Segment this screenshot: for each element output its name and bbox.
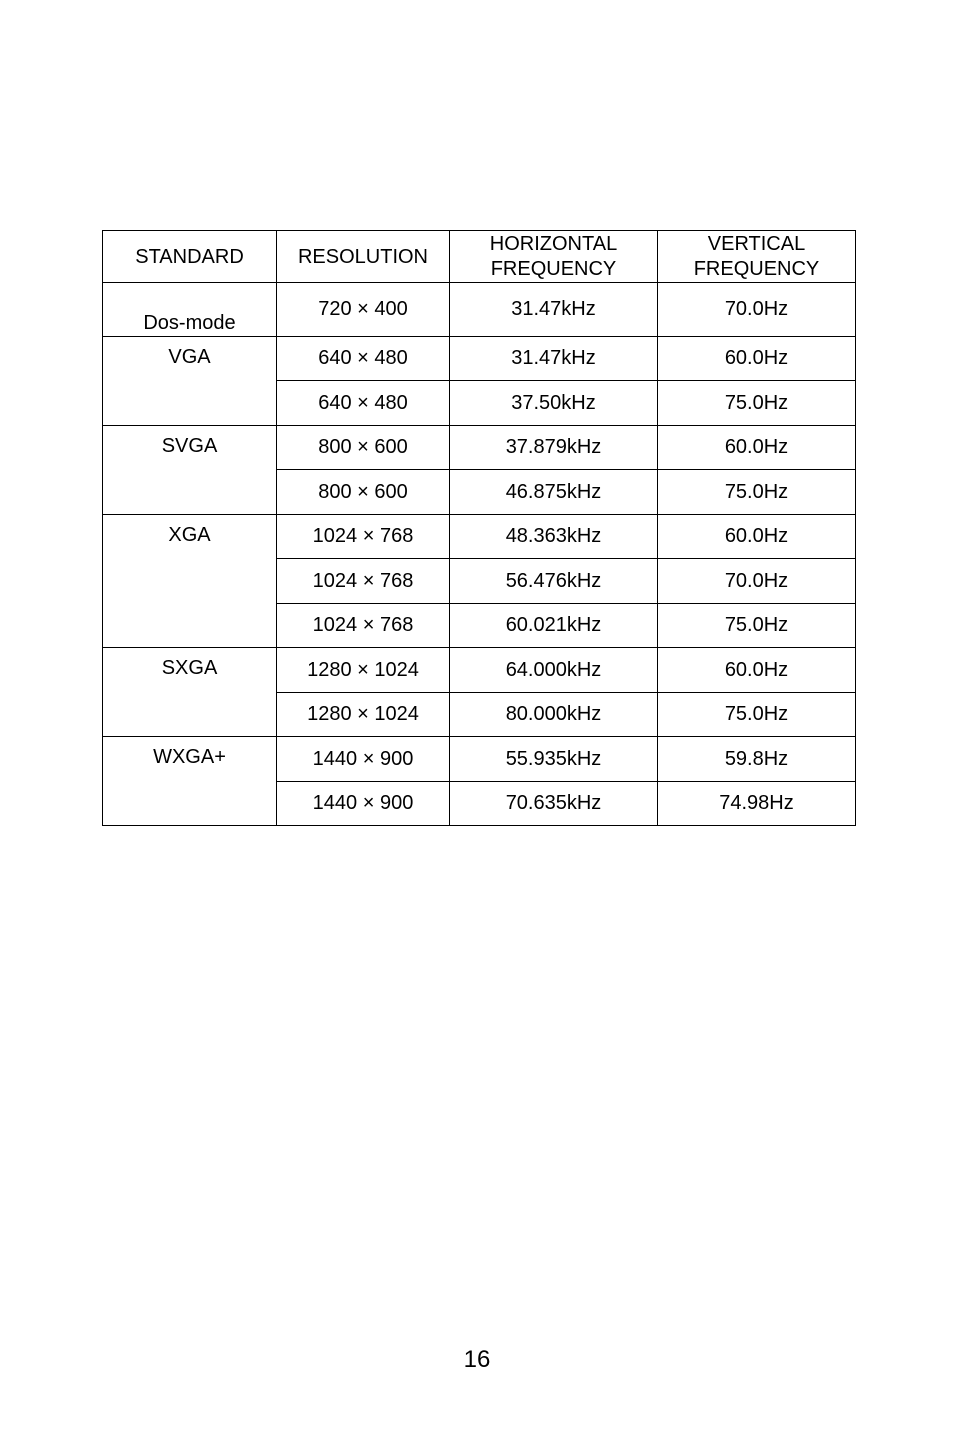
cell-horizontal: 48.363kHz bbox=[450, 514, 658, 559]
header-vertical-frequency bbox=[658, 231, 856, 283]
cell-resolution: 720 × 400 bbox=[277, 283, 450, 337]
cell-resolution: 800 × 600 bbox=[277, 470, 450, 515]
header-row bbox=[103, 231, 856, 283]
table-row bbox=[103, 283, 856, 337]
header-vertical-line1: VERTICAL bbox=[707, 232, 806, 255]
cell-vertical: 74.98Hz bbox=[658, 781, 856, 826]
cell-resolution: 1440 × 900 bbox=[277, 737, 450, 782]
page-number: 16 bbox=[463, 1346, 491, 1373]
header-standard: STANDARD bbox=[103, 231, 277, 283]
cell-resolution: 1024 × 768 bbox=[277, 514, 450, 559]
table-body bbox=[103, 283, 856, 826]
table-row bbox=[103, 737, 856, 782]
cell-vertical: 59.8Hz bbox=[658, 737, 856, 782]
cell-standard: SVGA bbox=[103, 425, 277, 514]
cell-horizontal: 70.635kHz bbox=[450, 781, 658, 826]
cell-standard: Dos-mode bbox=[103, 283, 277, 337]
cell-vertical: 70.0Hz bbox=[658, 283, 856, 337]
cell-resolution: 1280 × 1024 bbox=[277, 692, 450, 737]
cell-standard: VGA bbox=[103, 336, 277, 425]
cell-resolution: 1440 × 900 bbox=[277, 781, 450, 826]
cell-standard: SXGA bbox=[103, 648, 277, 737]
table-row bbox=[103, 336, 856, 381]
display-timing-table bbox=[102, 230, 856, 826]
cell-horizontal: 64.000kHz bbox=[450, 648, 658, 693]
cell-resolution: 1024 × 768 bbox=[277, 559, 450, 604]
cell-vertical: 60.0Hz bbox=[658, 514, 856, 559]
header-resolution: RESOLUTION bbox=[277, 231, 450, 283]
table-row bbox=[103, 514, 856, 559]
cell-standard: WXGA+ bbox=[103, 737, 277, 826]
cell-resolution: 640 × 480 bbox=[277, 336, 450, 381]
timing-table-container bbox=[102, 230, 855, 826]
cell-horizontal: 55.935kHz bbox=[450, 737, 658, 782]
cell-horizontal: 37.50kHz bbox=[450, 381, 658, 426]
cell-horizontal: 60.021kHz bbox=[450, 603, 658, 648]
cell-vertical: 75.0Hz bbox=[658, 692, 856, 737]
cell-resolution: 1280 × 1024 bbox=[277, 648, 450, 693]
header-horizontal-line1: HORIZONTAL bbox=[489, 232, 618, 255]
table-row bbox=[103, 648, 856, 693]
cell-horizontal: 46.875kHz bbox=[450, 470, 658, 515]
cell-resolution: 1024 × 768 bbox=[277, 603, 450, 648]
cell-vertical: 60.0Hz bbox=[658, 648, 856, 693]
header-vertical-line2: FREQUENCY bbox=[693, 257, 820, 280]
table-header bbox=[103, 231, 856, 283]
table-row bbox=[103, 425, 856, 470]
cell-standard: XGA bbox=[103, 514, 277, 648]
cell-resolution: 800 × 600 bbox=[277, 425, 450, 470]
header-horizontal-frequency bbox=[450, 231, 658, 283]
cell-horizontal: 37.879kHz bbox=[450, 425, 658, 470]
header-horizontal-line2: FREQUENCY bbox=[490, 257, 617, 280]
cell-horizontal: 31.47kHz bbox=[450, 336, 658, 381]
cell-vertical: 75.0Hz bbox=[658, 381, 856, 426]
cell-horizontal: 80.000kHz bbox=[450, 692, 658, 737]
cell-vertical: 75.0Hz bbox=[658, 470, 856, 515]
cell-vertical: 70.0Hz bbox=[658, 559, 856, 604]
cell-horizontal: 31.47kHz bbox=[450, 283, 658, 337]
cell-resolution: 640 × 480 bbox=[277, 381, 450, 426]
cell-vertical: 75.0Hz bbox=[658, 603, 856, 648]
cell-vertical: 60.0Hz bbox=[658, 425, 856, 470]
cell-vertical: 60.0Hz bbox=[658, 336, 856, 381]
cell-horizontal: 56.476kHz bbox=[450, 559, 658, 604]
